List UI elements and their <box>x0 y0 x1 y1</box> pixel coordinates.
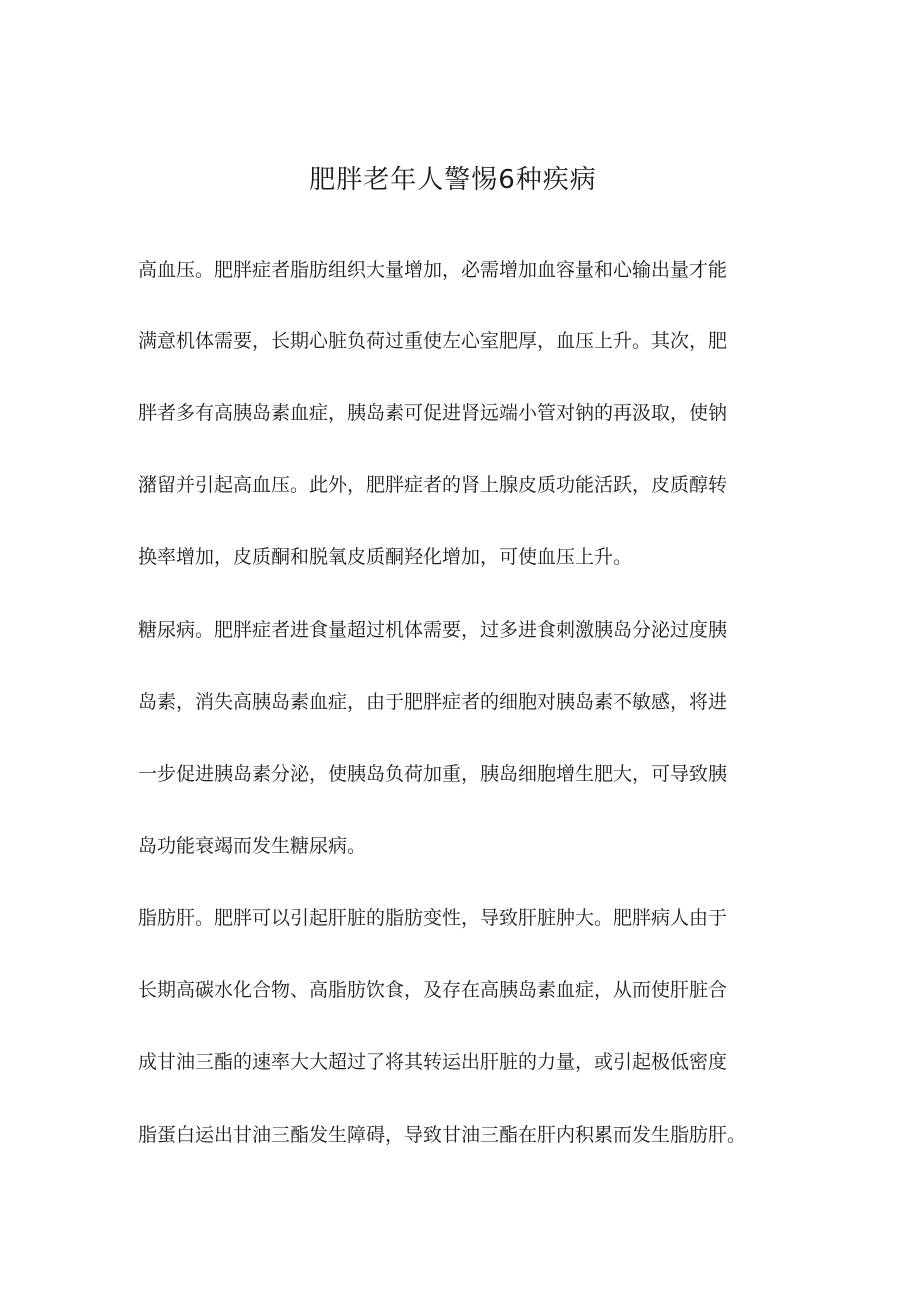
text-line: 长期高碳水化合物、高脂肪饮食，及存在高胰岛素血症，从而使肝脏合 <box>138 979 728 1001</box>
text-line: 糖尿病。肥胖症者进食量超过机体需要，过多进食刺激胰岛分泌过度胰 <box>138 619 728 641</box>
text-line: 成甘油三酯的速率大大超过了将其转运出肝脏的力量，或引起极低密度 <box>138 1051 728 1073</box>
text-line: 满意机体需要，长期心脏负荷过重使左心室肥厚，血压上升。其次，肥 <box>138 330 728 352</box>
page-title: 肥胖老年人警惕6种疾病 <box>309 165 597 195</box>
text-line: 潴留并引起高血压。此外，肥胖症者的肾上腺皮质功能活跃，皮质醇转 <box>138 474 728 496</box>
text-line: 高血压。肥胖症者脂肪组织大量增加，必需增加血容量和心输出量才能 <box>138 259 728 281</box>
text-line: 岛功能衰竭而发生糖尿病。 <box>138 835 367 857</box>
text-line: 胖者多有高胰岛素血症，胰岛素可促进肾远端小管对钠的再汲取，使钠 <box>138 402 728 424</box>
text-line: 脂蛋白运出甘油三酯发生障碍，导致甘油三酯在肝内积累而发生脂肪肝。 <box>138 1124 747 1146</box>
text-line: 脂肪肝。肥胖可以引起肝脏的脂肪变性，导致肝脏肿大。肥胖病人由于 <box>138 907 728 929</box>
text-line: 一步促进胰岛素分泌，使胰岛负荷加重，胰岛细胞增生肥大，可导致胰 <box>138 763 728 785</box>
text-line: 换率增加，皮质酮和脱氧皮质酮羟化增加，可使血压上升。 <box>138 546 633 568</box>
text-line: 岛素，消失高胰岛素血症，由于肥胖症者的细胞对胰岛素不敏感，将进 <box>138 691 728 713</box>
